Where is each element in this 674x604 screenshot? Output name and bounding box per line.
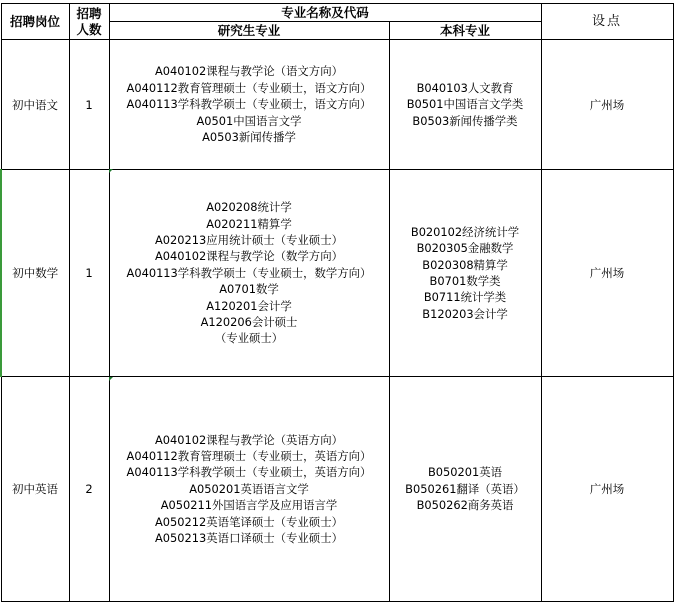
header-location-label: 设点 — [592, 14, 623, 29]
undergrad-major-item: B0501中国语言文学类 — [406, 97, 524, 112]
count-cell — [69, 170, 109, 377]
comment-marker-icon — [109, 169, 113, 173]
undergrad-major-item: B040103人文教育 — [416, 80, 514, 95]
header-undergrad — [389, 22, 541, 40]
undergrad-major-item: B020308精算学 — [422, 257, 508, 272]
undergrad-major-item: B0701数学类 — [429, 274, 501, 288]
table-row — [1, 40, 673, 170]
position-cell — [1, 377, 69, 602]
undergrad-majors-list — [390, 224, 541, 322]
header-count — [69, 4, 109, 40]
count-cell — [69, 377, 109, 602]
header-graduate-label: 研究生专业 — [217, 23, 281, 38]
graduate-major-item: A020213应用统计硕士（专业硕士） — [155, 232, 343, 247]
graduate-major-item: A120201会计学 — [206, 298, 292, 313]
count-value: 1 — [85, 97, 93, 112]
header-major-group — [109, 4, 541, 22]
graduate-majors-cell — [109, 170, 389, 377]
header-graduate — [109, 22, 389, 40]
graduate-major-item: A050211外国语言学及应用语言学 — [160, 498, 338, 513]
graduate-major-item: A050212英语笔译硕士（专业硕士） — [155, 514, 343, 529]
graduate-major-item: A0701数学 — [219, 282, 279, 297]
header-location — [541, 4, 673, 40]
graduate-majors-cell — [109, 40, 389, 170]
header-undergrad-label: 本科专业 — [440, 23, 491, 38]
graduate-major-item: A0503新闻传播学 — [202, 130, 296, 145]
graduate-major-item: A040113学科教学硕士（专业硕士，数学方向） — [126, 265, 372, 280]
location-cell — [541, 170, 673, 377]
graduate-major-item: A050213英语口译硕士（专业硕士） — [155, 531, 343, 546]
count-cell — [69, 40, 109, 170]
undergrad-major-item: B120203会计学 — [422, 306, 508, 321]
undergrad-major-item: B050261翻译（英语） — [405, 481, 525, 496]
graduate-major-item: A120206会计硕士 — [200, 315, 298, 330]
graduate-major-item: A040113学科教学硕士（专业硕士，英语方向） — [126, 465, 372, 480]
undergrad-majors-cell — [389, 377, 541, 602]
undergrad-major-item: B0503新闻传播学类 — [412, 113, 518, 128]
graduate-major-item: A050201英语语言文学 — [189, 481, 309, 496]
location-value: 广州场 — [589, 482, 625, 496]
table-row — [1, 170, 673, 377]
graduate-major-item: A020208统计学 — [206, 200, 292, 215]
header-major-group-label: 专业名称及代码 — [281, 5, 369, 20]
graduate-majors-list — [110, 63, 389, 145]
graduate-major-item: A040102课程与教学论（数学方向） — [155, 249, 343, 264]
undergrad-majors-cell — [389, 170, 541, 377]
graduate-major-item: A040113学科教学硕士（专业硕士，语文方向） — [126, 97, 372, 112]
table-row — [1, 377, 673, 602]
graduate-major-item: A0501中国语言文学 — [196, 113, 302, 128]
header-position — [1, 4, 69, 40]
position-cell — [1, 40, 69, 170]
recruitment-table — [0, 3, 674, 602]
count-value: 1 — [85, 266, 93, 280]
undergrad-major-item: B050201英语 — [427, 465, 503, 480]
graduate-major-item: A040102课程与教学论（语文方向） — [155, 64, 343, 79]
comment-marker-icon — [109, 377, 113, 381]
position-label: 初中数学 — [12, 266, 59, 280]
undergrad-major-item: B020102经济统计学 — [410, 224, 520, 239]
location-cell — [541, 377, 673, 602]
undergrad-majors-cell — [389, 40, 541, 170]
graduate-majors-list — [110, 432, 389, 547]
graduate-major-item: A020211精算学 — [206, 216, 292, 231]
graduate-major-item: A040112教育管理硕士（专业硕士，英语方向） — [126, 448, 372, 463]
graduate-major-item: （专业硕士） — [214, 331, 284, 346]
location-value: 广州场 — [589, 97, 625, 112]
graduate-major-item: A040102课程与教学论（英语方向） — [155, 432, 343, 447]
position-label: 初中英语 — [12, 482, 58, 496]
undergrad-major-item: B0711统计学类 — [423, 290, 507, 305]
position-cell — [1, 170, 69, 377]
undergrad-majors-list — [390, 464, 541, 513]
graduate-majors-cell — [109, 377, 389, 602]
undergrad-majors-list — [390, 80, 541, 129]
graduate-majors-list — [110, 199, 389, 347]
undergrad-major-item: B050262商务英语 — [416, 498, 514, 513]
location-value: 广州场 — [589, 266, 625, 280]
header-count-label: 招聘人数 — [76, 5, 102, 37]
count-value: 2 — [85, 482, 93, 496]
header-position-label: 招聘岗位 — [9, 14, 60, 29]
location-cell — [541, 40, 673, 170]
position-label: 初中语文 — [12, 97, 58, 112]
graduate-major-item: A040112教育管理硕士（专业硕士，语文方向） — [126, 80, 372, 95]
undergrad-major-item: B020305金融数学 — [416, 241, 514, 256]
